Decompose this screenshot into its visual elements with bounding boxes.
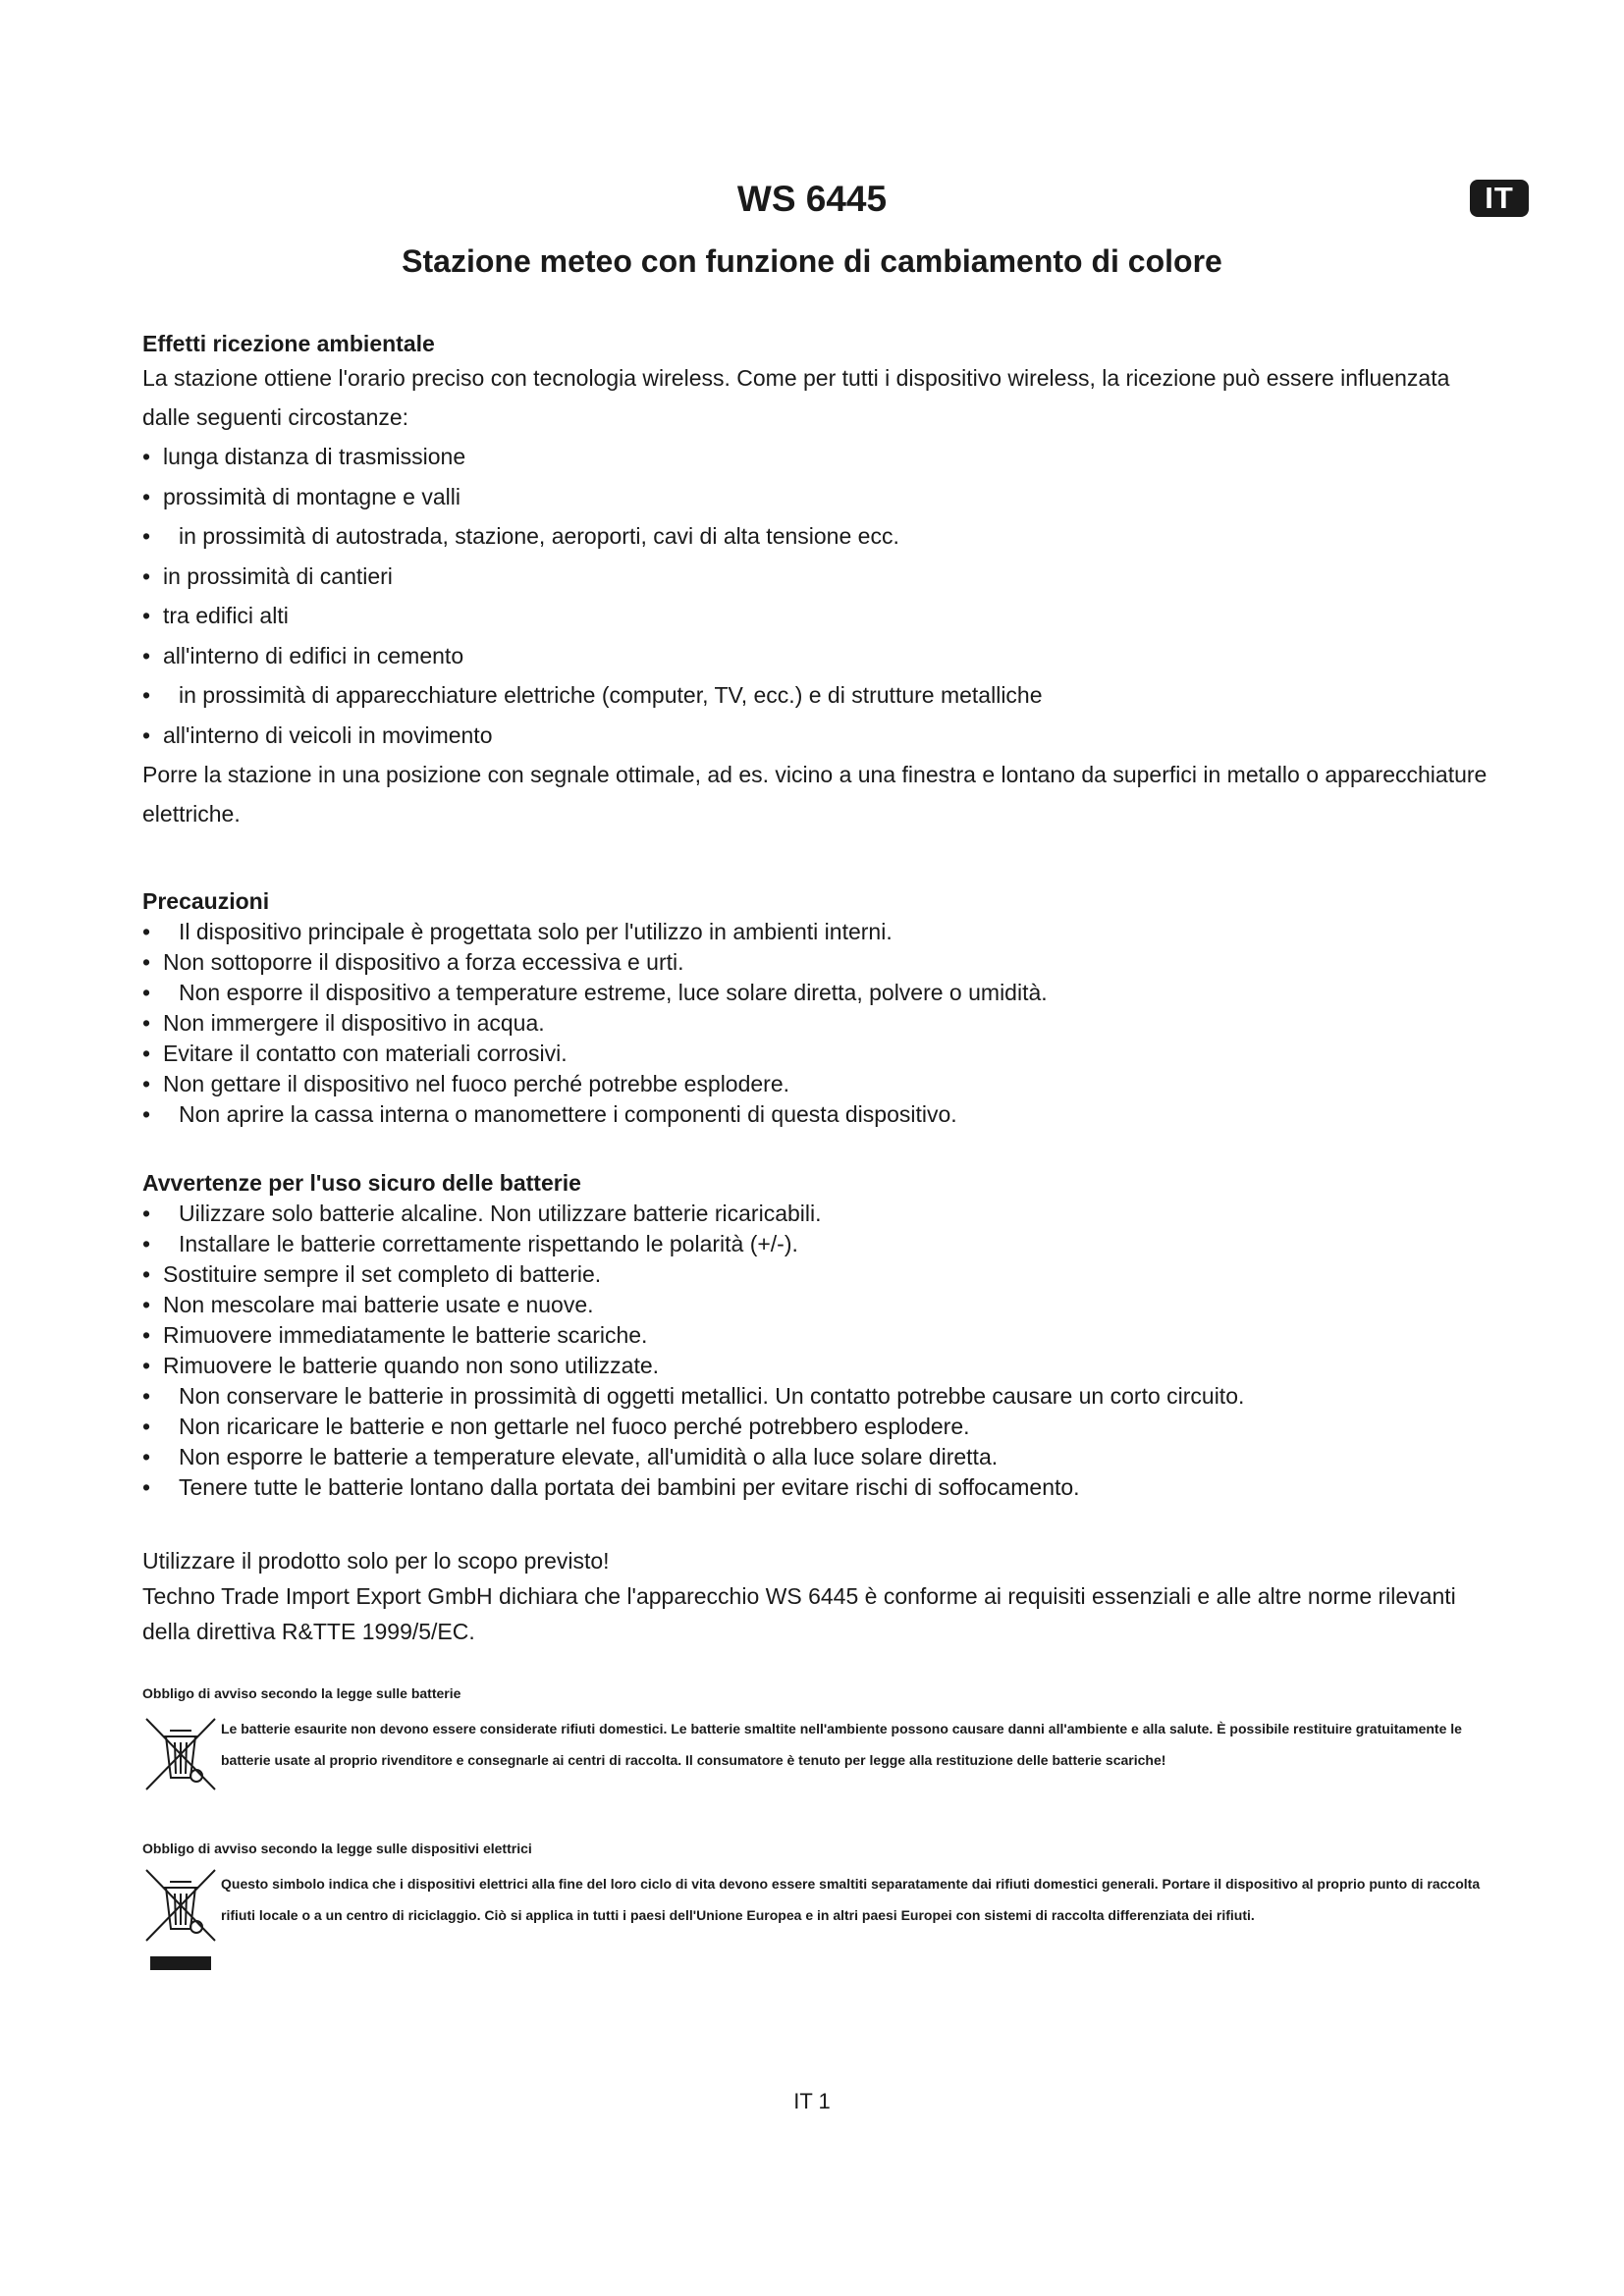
list-item: • Non sottoporre il dispositivo a forza eccessiva e urti. <box>142 947 1502 978</box>
conformity-declaration: Techno Trade Import Export GmbH dichiara che l'apparecchio WS 6445 è conforme ai requisiti essenziali e alle altre norme rilevanti della direttiva R&TTE 1999/5/EC. <box>142 1583 1456 1644</box>
batteries-list <box>142 1199 1502 1503</box>
precautions-heading: Precauzioni <box>142 888 270 914</box>
list-item: • Tenere tutte le batterie lontano dalla portata dei bambini per evitare rischi di soffocamento. <box>142 1472 1502 1503</box>
reception-outro: Porre la stazione in una posizione con segnale ottimale, ad es. vicino a una finestra e lontano da superfici in metallo o apparecchiature elettriche. <box>142 762 1488 827</box>
list-item: • Sostituire sempre il set completo di batterie. <box>142 1259 1502 1290</box>
list-item: • Non conservare le batterie in prossimità di oggetti metallici. Un contatto potrebbe causare un corto circuito. <box>142 1381 1502 1412</box>
language-badge: IT <box>1470 180 1529 217</box>
list-item: • in prossimità di cantieri <box>142 557 1502 597</box>
list-item: • Non aprire la cassa interna o manomettere i componenti di questa dispositivo. <box>142 1099 1502 1130</box>
list-item: • Non immergere il dispositivo in acqua. <box>142 1008 1502 1039</box>
batteries-heading: Avvertenze per l'uso sicuro delle batterie <box>142 1170 581 1196</box>
list-item: • Evitare il contatto con materiali corrosivi. <box>142 1039 1502 1069</box>
precautions-list <box>142 917 1502 1130</box>
batteries-section <box>142 1168 1502 1503</box>
page-number: IT 1 <box>793 2089 831 2113</box>
list-item: • Rimuovere le batterie quando non sono utilizzate. <box>142 1351 1502 1381</box>
weee-notice-title: Obbligo di avviso secondo la legge sulle dispositivi elettrici <box>142 1841 532 1856</box>
list-item: • Il dispositivo principale è progettata solo per l'utilizzo in ambienti interni. <box>142 917 1502 947</box>
list-item: • Non gettare il dispositivo nel fuoco perché potrebbe esplodere. <box>142 1069 1502 1099</box>
list-item: • Rimuovere immediatamente le batterie scariche. <box>142 1320 1502 1351</box>
reception-intro: La stazione ottiene l'orario preciso con tecnologia wireless. Come per tutti i dispositivo wireless, la ricezione può essere influenzata dalle seguenti circostanze: <box>142 365 1450 430</box>
battery-notice <box>142 1683 1502 1796</box>
weee-notice <box>142 1839 1502 1975</box>
list-item: • prossimità di montagne e valli <box>142 477 1502 517</box>
list-item: • Non ricaricare le batterie e non gettarle nel fuoco perché potrebbero esplodere. <box>142 1412 1502 1442</box>
intended-use-text: Utilizzare il prodotto solo per lo scopo previsto! <box>142 1548 610 1574</box>
weee-notice-text: Questo simbolo indica che i dispositivi elettrici alla fine del loro ciclo di vita devono essere smaltiti separatamente dai rifiuti domestici generali. Portare il dispositivo al proprio punto di raccolta rifiuti locale o a un centro di riciclaggio. Ciò si applica in tutti i paesi dell'Unione Europea e in altri paesi Europei con sistemi di raccolta differenziata dei rifiuti. <box>221 1876 1481 1923</box>
list-item: • Uilizzare solo batterie alcaline. Non utilizzare batterie ricaricabili. <box>142 1199 1502 1229</box>
crossed-bin-icon <box>142 1713 221 1796</box>
closing-section <box>142 1543 1502 1649</box>
battery-notice-text: Le batterie esaurite non devono essere considerate rifiuti domestici. Le batterie smaltite nell'ambiente possono causare danni all'ambiente e alla salute. È possibile restituire gratuitamente le batterie usate al proprio rivenditore e consegnarle ai centri di raccolta. Il consumatore è tenuto per legge alla restituzione delle batterie scariche! <box>221 1721 1462 1768</box>
list-item: • in prossimità di apparecchiature elettriche (computer, TV, ecc.) e di strutture metalliche <box>142 675 1502 716</box>
list-item: • Non mescolare mai batterie usate e nuove. <box>142 1290 1502 1320</box>
list-item: • Non esporre il dispositivo a temperature estreme, luce solare diretta, polvere o umidità. <box>142 978 1502 1008</box>
page-subtitle: Stazione meteo con funzione di cambiamento di colore <box>402 243 1222 279</box>
list-item: • all'interno di veicoli in movimento <box>142 716 1502 756</box>
list-item: • Installare le batterie correttamente rispettando le polarità (+/-). <box>142 1229 1502 1259</box>
page-title: WS 6445 <box>736 179 888 219</box>
list-item: • Non esporre le batterie a temperature elevate, all'umidità o alla luce solare diretta. <box>142 1442 1502 1472</box>
reception-heading: Effetti ricezione ambientale <box>142 331 435 356</box>
list-item: • tra edifici alti <box>142 596 1502 636</box>
battery-notice-title: Obbligo di avviso secondo la legge sulle batterie <box>142 1685 461 1701</box>
list-item: • all'interno di edifici in cemento <box>142 636 1502 676</box>
list-item: • lunga distanza di trasmissione <box>142 437 1502 477</box>
reception-list <box>142 437 1502 755</box>
list-item: • in prossimità di autostrada, stazione, aeroporti, cavi di alta tensione ecc. <box>142 516 1502 557</box>
reception-section <box>142 329 1502 833</box>
weee-bin-icon <box>142 1868 221 1975</box>
precautions-section <box>142 886 1502 1130</box>
